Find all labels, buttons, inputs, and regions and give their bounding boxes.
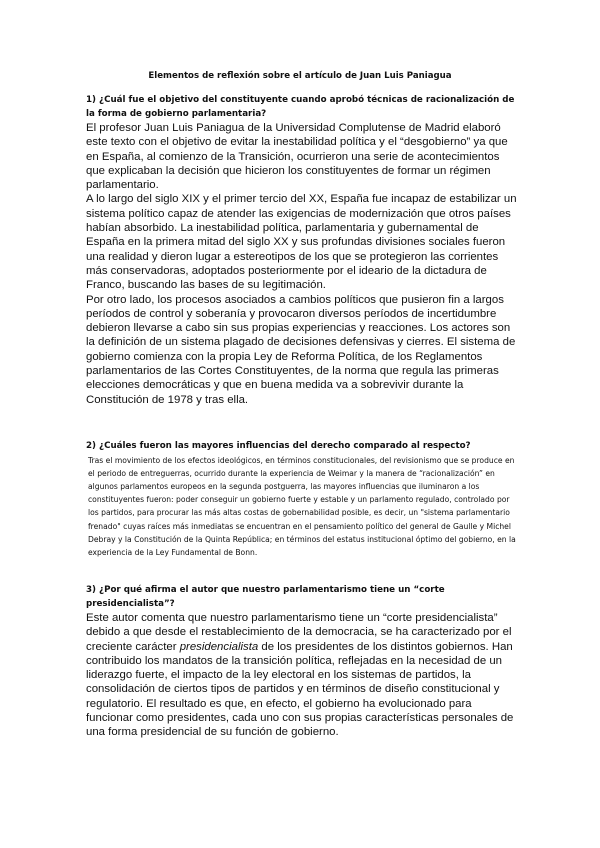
question-2 bbox=[86, 440, 518, 454]
answer-1-paragraph-2: A lo largo del siglo XIX y el primer tercio del XX, España fue incapaz de estabilizar un sistema político capaz de atender las exigencias de modernización que otros países habían absorbido. La inestabilidad política, parlamentaria y gubernamental de España en la primera mitad del siglo XX y sus profundas divisiones sociales fueron una realidad y dieron lugar a estereotipos de los que se protegieron las corrientes más conservadoras, adoptados posteriormente por el ideario de la dictadura de Franco, buscando las bases de su legitimación. bbox=[86, 193, 517, 292]
question-3-number: 3) bbox=[86, 585, 97, 595]
question-2-number: 2) bbox=[86, 441, 97, 451]
document-title: Elementos de reflexión sobre el artículo de Juan Luis Paniagua bbox=[148, 71, 452, 81]
section-2 bbox=[86, 440, 518, 559]
answer-2-paragraph-1: Tras el movimiento de los efectos ideológicos, en términos constitucionales, del revisionismo que se produce en el periodo de entreguerras, ocurrido durante la experiencia de Weimar y la manera de “racionalización” en algunos parlamentos europeos en la segunda postguerra, las mayores influencias que iluminaron a los constituyentes fueron: poder conseguir un gobierno fuerte y estable y un parlamento regulado, controlado por los partidos, para procurar las más altas costas de gobernabilidad posible, es decir, un "sistema parlamentario frenado" cuyas raíces más inmediatas se encuentran en el pensamiento político del general de Gaulle y Michel Debray y la Constitución de la Quinta República; en términos del estatus institucional óptimo del gobierno, en la experiencia de la Ley Fundamental de Bonn. bbox=[88, 455, 516, 557]
answer-3-text-end: de los presidentes de los distintos gobiernos. Han contribuido los mandatos de la transición política, reflejadas en la necesidad de un liderazgo fuerte, el impacto de la ley electoral en los sistemas de partidos, la consolidación de ciertos tipos de partidos y en términos de diseño constitucional y regulatorio. El resultado es que, en efecto, el gobierno ha evolucionado para funcionar como presidentes, cada uno con sus propias características personales de una forma presidencial de su función de gobierno. bbox=[86, 640, 514, 739]
section-3 bbox=[86, 584, 518, 740]
question-3 bbox=[86, 584, 518, 611]
question-2-text: ¿Cuáles fueron las mayores influencias del derecho comparado al respecto? bbox=[99, 441, 471, 451]
answer-3-text-start: Este autor comenta que nuestro parlamentarismo tiene un “corte presidencialista” debido a que desde el restablecimiento de la democracia, se ha caracterizado por el creciente carácter bbox=[86, 612, 512, 653]
section-1 bbox=[86, 94, 518, 407]
answer-3-italic-term: presidencialista bbox=[179, 640, 259, 653]
question-1-number: 1) bbox=[86, 95, 97, 105]
answer-1-paragraph-3: Por otro lado, los procesos asociados a cambios políticos que pusieron fin a largos períodos de control y soberanía y provocaron diversos períodos de incertidumbre debieron llevarse a cabo sin sus propias experiencias y reacciones. Los actores son la definición de un sistema plagado de decisiones defensivas y cierres. El sistema de gobierno comienza con la propia Ley de Reforma Política, de los Reglamentos parlamentarios de las Cortes Constituyentes, de la norma que regula las primeras elecciones democráticas y que en buena medida va a sobrevivir durante la Constitución de 1978 y tras ella. bbox=[86, 293, 516, 406]
question-3-text: ¿Por qué afirma el autor que nuestro parlamentarismo tiene un “corte presidencialista”? bbox=[86, 585, 445, 609]
answer-3-paragraph-1 bbox=[86, 611, 518, 740]
question-1-text: ¿Cuál fue el objetivo del constituyente cuando aprobó técnicas de racionalización de la forma de gobierno parlamentaria? bbox=[86, 95, 515, 119]
answer-1-paragraph-1: El profesor Juan Luis Paniagua de la Universidad Complutense de Madrid elaboró este texto con el objetivo de evitar la inestabilidad política y el “desgobierno” ya que en España, al comienzo de la Transición, ocurrieron una serie de acontecimientos que explicaban la decisión que hicieron los constituyentes de formar un régimen parlamentario. bbox=[86, 122, 508, 192]
question-1 bbox=[86, 94, 518, 121]
